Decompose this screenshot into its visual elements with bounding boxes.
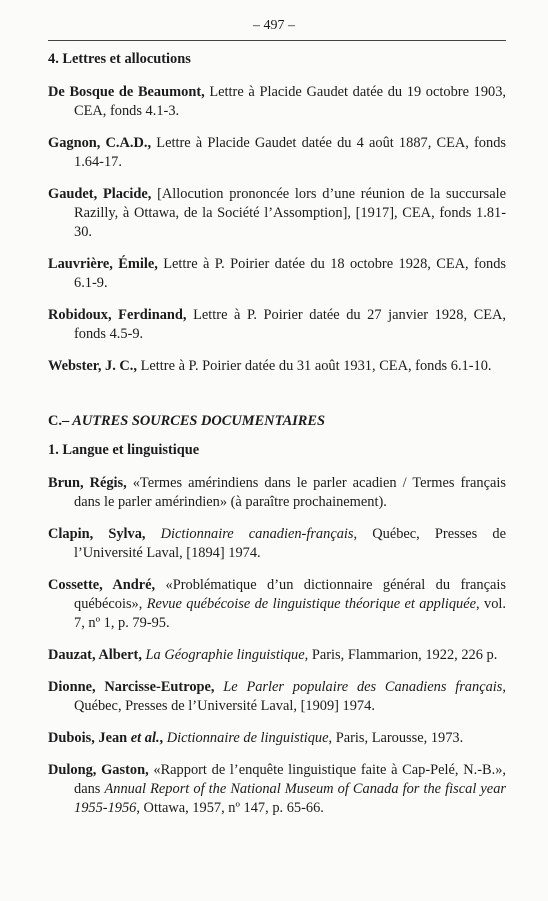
part-prefix: C.– bbox=[48, 413, 70, 429]
entry-author: Gaudet, Placide, bbox=[48, 186, 152, 202]
entry-author: Dulong, Gaston, bbox=[48, 762, 149, 778]
entry-text: Lettre à Placide Gaudet datée du 19 octobre 1903, CEA, fonds 4.1-3. bbox=[74, 84, 507, 119]
entry-text: Lettre à Placide Gaudet datée du 4 août 1887, CEA, fonds 1.64-17. bbox=[74, 135, 506, 170]
entry-text-end: , Paris, Flammarion, 1922, 226 p. bbox=[304, 647, 498, 663]
bibliography-entry bbox=[48, 306, 506, 344]
entry-author: Clapin, Sylva, bbox=[48, 526, 146, 542]
section-langue-entries bbox=[48, 474, 506, 818]
entry-author-etal: et al. bbox=[127, 730, 160, 746]
entry-text: Lettre à P. Poirier datée du 18 octobre 1928, CEA, fonds 6.1-9. bbox=[74, 256, 507, 291]
bibliography-entry bbox=[48, 83, 506, 121]
bibliography-entry bbox=[48, 357, 506, 376]
entry-title: Dictionnaire de linguistique bbox=[166, 730, 329, 746]
entry-text-end: , Québec, Presses de l’Université Laval, [1894] 1974. bbox=[74, 526, 506, 561]
entry-author: Robidoux, Ferdinand, bbox=[48, 307, 187, 323]
entry-text-end: , vol. 7, nº 1, p. 79-95. bbox=[74, 596, 506, 631]
entry-title: La Géographie linguistique bbox=[145, 647, 305, 663]
bibliography-entry bbox=[48, 729, 506, 748]
entry-author: Dionne, Narcisse-Eutrope, bbox=[48, 679, 215, 695]
entry-author: Cossette, André, bbox=[48, 577, 156, 593]
bibliography-entry bbox=[48, 678, 506, 716]
entry-text: Lettre à P. Poirier datée du 31 août 1931, CEA, fonds 6.1-10. bbox=[137, 358, 492, 374]
entry-text-end: , Paris, Larousse, 1973. bbox=[328, 730, 464, 746]
entry-author: Lauvrière, Émile, bbox=[48, 256, 158, 272]
section-lettres-entries bbox=[48, 83, 506, 376]
bibliography-entry bbox=[48, 525, 506, 563]
entry-author-name: Dubois, Jean bbox=[48, 730, 128, 746]
entry-text-end: , Québec, Presses de l’Université Laval, [1909] 1974. bbox=[74, 679, 506, 714]
bibliography-entry bbox=[48, 255, 506, 293]
entry-author: De Bosque de Beaumont, bbox=[48, 84, 205, 100]
bibliography-entry bbox=[48, 134, 506, 172]
bibliography-entry bbox=[48, 185, 506, 242]
entry-text: «Rapport de l’enquête linguistique faite à Cap-Pelé, N.-B.», dans bbox=[74, 762, 507, 797]
entry-text-end: , Ottawa, 1957, nº 147, p. 65-66. bbox=[136, 800, 324, 816]
entry-author: Dauzat, Albert, bbox=[48, 647, 142, 663]
entry-title: Revue québécoise de linguistique théorique et appliquée bbox=[146, 596, 477, 612]
entry-title: Dictionnaire canadien-français bbox=[160, 526, 354, 542]
entry-author-comma: , bbox=[159, 730, 164, 746]
entry-title: Le Parler populaire des Canadiens français bbox=[223, 679, 503, 695]
entry-title: Annual Report of the National Museum of Canada for the fiscal year 1955-1956 bbox=[74, 781, 506, 816]
bibliography-entry bbox=[48, 646, 506, 665]
entry-text: «Problématique d’un dictionnaire général du français québécois», bbox=[74, 577, 506, 612]
part-title: AUTRES SOURCES DOCUMENTAIRES bbox=[69, 413, 325, 429]
page-number: – 497 – bbox=[253, 18, 295, 33]
entry-text bbox=[215, 679, 224, 695]
entry-author: Gagnon, C.A.D., bbox=[48, 135, 152, 151]
section-heading-langue: 1. Langue et linguistique bbox=[48, 442, 200, 458]
entry-text bbox=[146, 526, 161, 542]
entry-text: [Allocution prononcée lors d’une réunion de la succursale Razilly, à Ottawa, de la Société l’Assomption], [1917], CEA, fonds 1.81-30. bbox=[74, 186, 506, 240]
section-heading-lettres: 4. Lettres et allocutions bbox=[48, 51, 191, 67]
entry-author: Brun, Régis, bbox=[48, 475, 127, 491]
bibliography-entry bbox=[48, 474, 506, 512]
entry-text: «Termes amérindiens dans le parler acadien / Termes français dans le parler amérindien» (à paraître prochainement). bbox=[74, 475, 506, 510]
part-heading-autres-sources bbox=[48, 412, 506, 431]
page-content bbox=[48, 50, 506, 831]
entry-author bbox=[48, 730, 163, 746]
entry-author: Webster, J. C., bbox=[48, 358, 138, 374]
entry-text: Lettre à P. Poirier datée du 27 janvier 1928, CEA, fonds 4.5-9. bbox=[74, 307, 506, 342]
bibliography-entry bbox=[48, 576, 506, 633]
bibliography-entry bbox=[48, 761, 506, 818]
header-rule bbox=[48, 40, 506, 41]
